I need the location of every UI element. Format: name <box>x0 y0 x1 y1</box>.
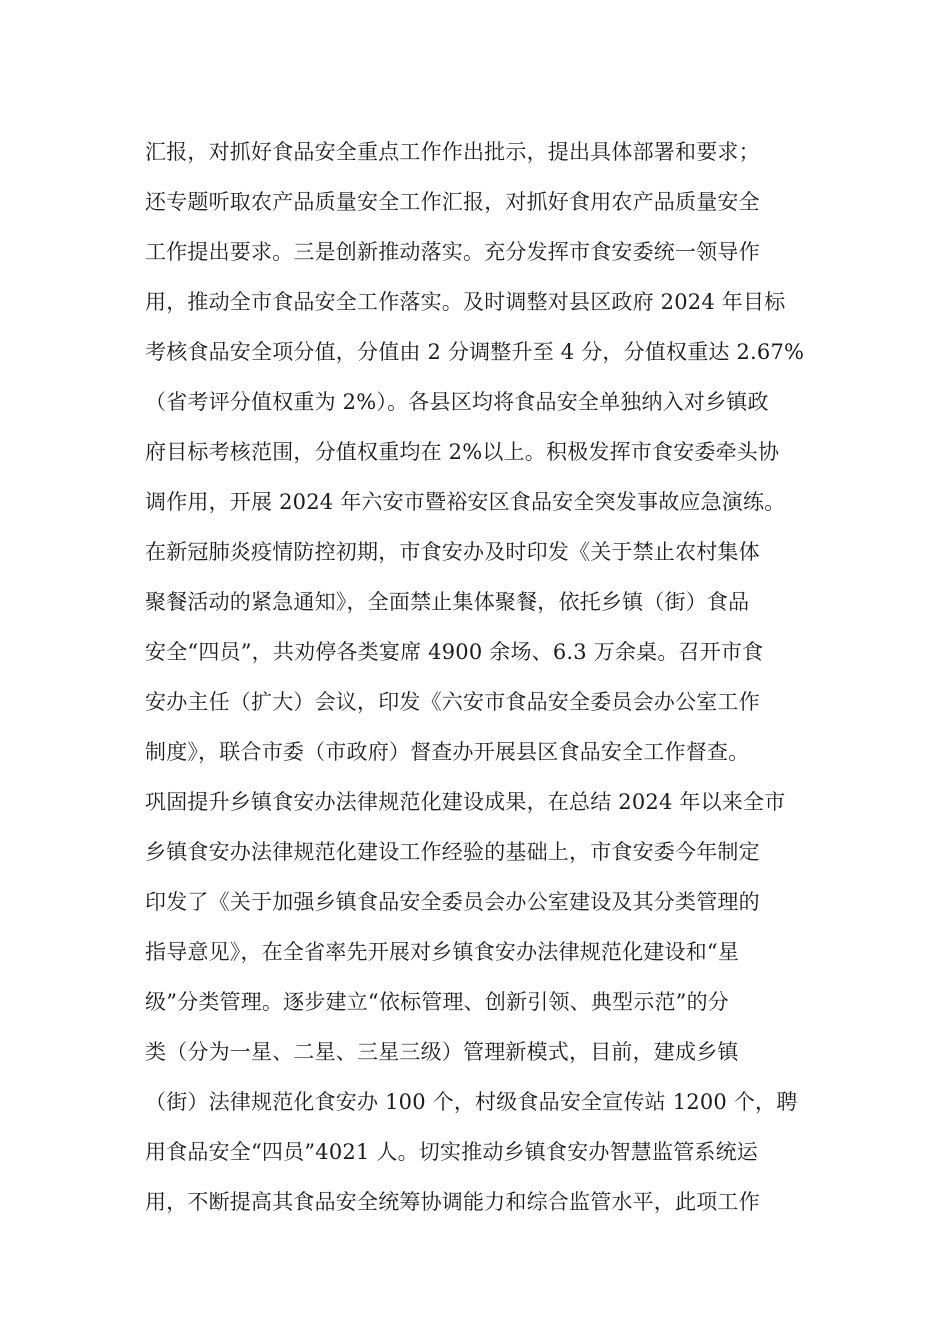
text-line: 府目标考核范围，分值权重均在 2%以上。积极发挥市食安委牵头协 <box>145 440 780 464</box>
text-line: 印发了《关于加强乡镇食品安全委员会办公室建设及其分类管理的 <box>145 890 760 914</box>
text-line: 在新冠肺炎疫情防控初期，市食安办及时印发《关于禁止农村集体 <box>145 540 760 564</box>
text-line: 还专题听取农产品质量安全工作汇报，对抓好食用农产品质量安全 <box>145 190 760 214</box>
text-line: 指导意见》，在全省率先开展对乡镇食安办法律规范化建设和“星 <box>145 940 740 964</box>
text-line: 安全“四员”，共劝停各类宴席 4900 余场、6.3 万余桌。召开市食 <box>145 640 764 664</box>
text-line: 聚餐活动的紧急通知》，全面禁止集体聚餐，依托乡镇（街）食品 <box>145 590 750 614</box>
body-text <box>145 127 815 1227</box>
text-line: 制度》，联合市委（市政府）督查办开展县区食品安全工作督查。 <box>145 740 750 764</box>
text-line: 用食品安全“四员”4021 人。切实推动乡镇食安办智慧监管系统运 <box>145 1140 758 1164</box>
text-line: 安办主任（扩大）会议，印发《六安市食品安全委员会办公室工作 <box>145 690 760 714</box>
text-line: 用，推动全市食品安全工作落实。及时调整对县区政府 2024 年目标 <box>145 290 786 314</box>
text-line: （省考评分值权重为 2%）。各县区均将食品安全单独纳入对乡镇政 <box>145 390 769 414</box>
text-line: （街）法律规范化食安办 100 个，村级食品安全宣传站 1200 个，聘 <box>145 1090 798 1114</box>
text-line: 调作用，开展 2024 年六安市暨裕安区食品安全突发事故应急演练。 <box>145 490 786 514</box>
text-line: 类（分为一星、二星、三星三级）管理新模式，目前，建成乡镇 <box>145 1040 739 1064</box>
text-line: 级”分类管理。逐步建立“依标管理、创新引领、典型示范”的分 <box>145 990 730 1014</box>
text-line: 汇报，对抓好食品安全重点工作作出批示，提出具体部署和要求； <box>145 140 760 164</box>
text-line: 用，不断提高其食品安全统筹协调能力和综合监管水平，此项工作 <box>145 1190 760 1214</box>
text-line: 考核食品安全项分值，分值由 2 分调整升至 4 分，分值权重达 2.67% <box>145 340 805 364</box>
text-line: 巩固提升乡镇食安办法律规范化建设成果，在总结 2024 年以来全市 <box>145 790 786 814</box>
text-line: 工作提出要求。三是创新推动落实。充分发挥市食安委统一领导作 <box>145 240 760 264</box>
text-line: 乡镇食安办法律规范化建设工作经验的基础上，市食安委今年制定 <box>145 840 760 864</box>
